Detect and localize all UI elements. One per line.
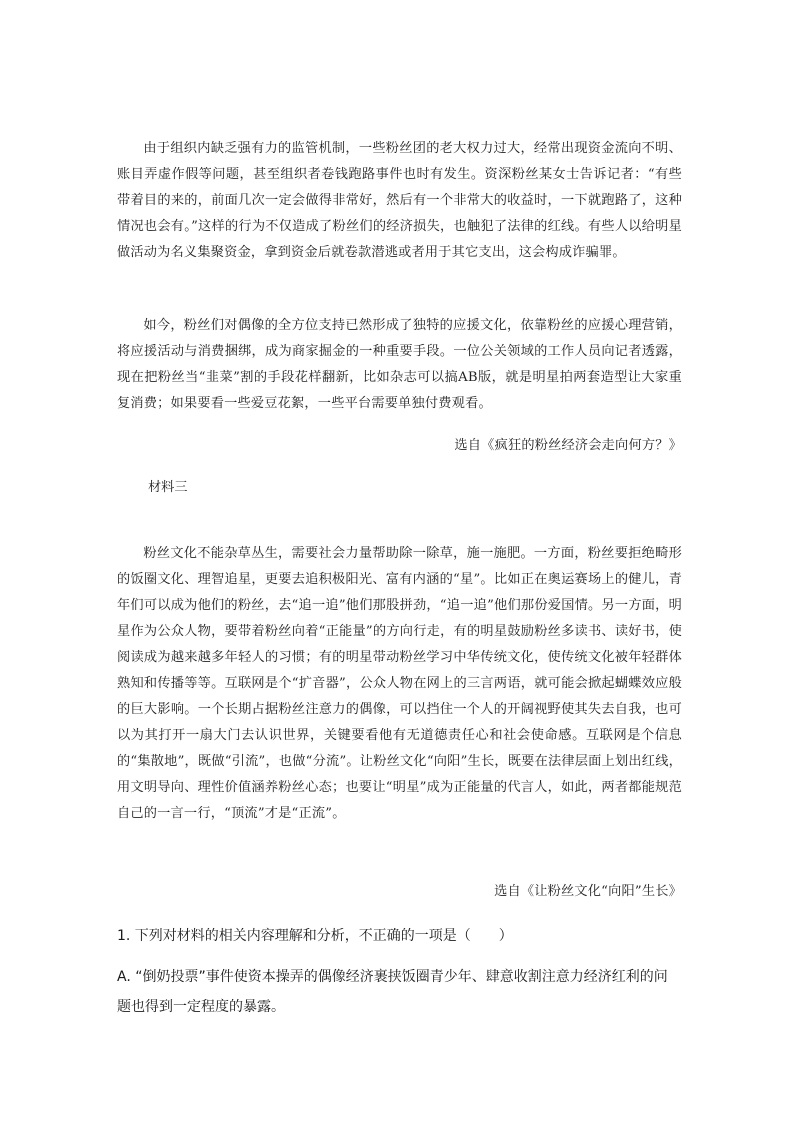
question-option-a: A. “倒奶投票”事件使资本操弄的偶像经济裹挟饭圈青少年、肆意收割注意力经济红利的问题也得到一定程度的暴露。 <box>117 969 668 1015</box>
material2-source: 选自《疯狂的粉丝经济会走向何方？》 <box>454 438 682 453</box>
question-stem: 1. 下列对材料的相关内容理解和分析，不正确的一项是（ ） <box>117 928 513 944</box>
material2-paragraph-2: 如今，粉丝们对偶像的全方位支持已然形成了独特的应援文化，依靠粉丝的应援心理营销，将应援活动与消费捆绑，成为商家掘金的一种重要手段。一位公关领域的工作人员向记者透露，现在把粉丝当“韭菜”割的手段花样翻新，比如杂志可以搞AB版，就是明星拍两套造型让大家重复消费；如果要看一些爱豆花絮，一些平台需要单独付费观看。 <box>117 318 682 411</box>
material3-paragraph: 粉丝文化不能杂草丛生，需要社会力量帮助除一除草，施一施肥。一方面，粉丝要拒绝畸形的饭圈文化、理智追星，更要去追积极阳光、富有内涵的“星”。比如正在奥运赛场上的健儿，青年们可以成为他们的粉丝，去“追一追”他们那股拼劲，“追一追”他们那份爱国情。另一方面，明星作为公众人物，要带着粉丝向着“正能量”的方向行走，有的明星鼓励粉丝多读书、读好书，使阅读成为越来越多年轻人的习惯；有的明星带动粉丝学习中华传统文化，使传统文化被年轻群体熟知和传播等等。互联网是个“扩音器”，公众人物在网上的三言两语，就可能会掀起蝴蝶效应般的巨大影响。一个长期占据粉丝注意力的偶像，可以挡住一个人的开阔视野使其失去自我，也可以为其打开一扇大门去认识世界，关键要看他有无道德责任心和社会使命感。互联网是个信息的“集散地”，既做“引流”，也做“分流”。让粉丝文化“向阳”生长，既要在法律层面上划出红线，用文明导向、理性价值涵养粉丝心态；也要让“明星”成为正能量的代言人，如此，两者都能规范自己的一言一行，“顶流”才是“正流”。 <box>117 546 682 821</box>
material2-paragraph-1: 由于组织内缺乏强有力的监管机制，一些粉丝团的老大权力过大，经常出现资金流向不明、账目弄虚作假等问题，甚至组织者卷钱跑路事件也时有发生。资深粉丝某女士告诉记者：“有些带着目的来的，前面几次一定会做得非常好，然后有一个非常大的收益时，一下就跑路了，这种情况也会有。”这样的行为不仅造成了粉丝们的经济损失，也触犯了法律的红线。有些人以给明星做活动为名义集聚资金，拿到资金后就卷款潜逃或者用于其它支出，这会构成诈骗罪。 <box>117 141 682 260</box>
material3-heading: 材料三 <box>148 480 188 495</box>
material3-source: 选自《让粉丝文化“向阳”生长》 <box>494 884 682 899</box>
